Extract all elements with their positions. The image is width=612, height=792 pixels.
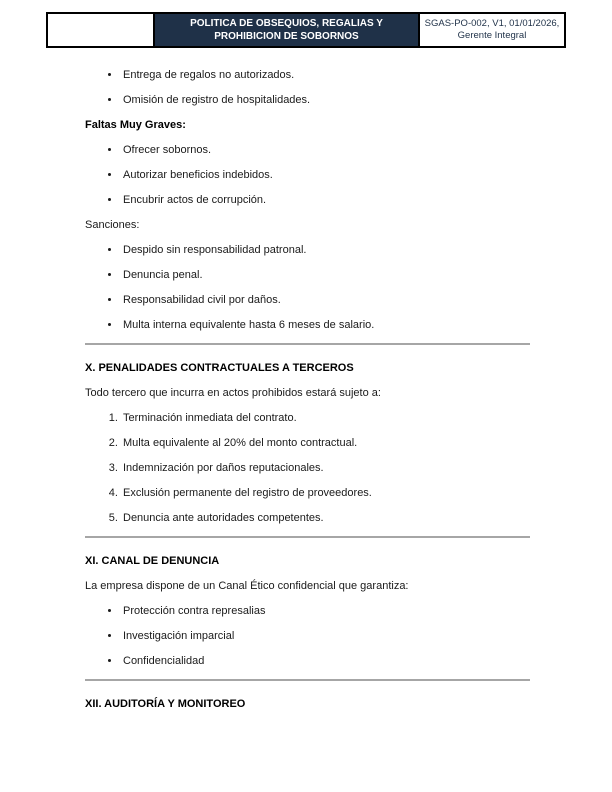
section-divider (85, 536, 530, 538)
document-title: POLITICA DE OBSEQUIOS, REGALIAS Y PROHIBICION DE SOBORNOS (155, 12, 420, 48)
sanciones-bullet-list (85, 243, 530, 332)
list-item: 5. Denuncia ante autoridades competentes. (121, 511, 530, 525)
list-item: • Encubrir actos de corrupción. (121, 193, 530, 207)
document-header-table (46, 12, 566, 48)
section-divider (85, 343, 530, 345)
intro-bullet-list (85, 68, 530, 107)
section-xi-heading: XI. CANAL DE DENUNCIA (85, 555, 220, 567)
list-item: • Entrega de regalos no autorizados. (121, 68, 530, 82)
list-item: • Multa interna equivalente hasta 6 meses de salario. (121, 318, 530, 332)
list-item: • Denuncia penal. (121, 268, 530, 282)
list-item: 4. Exclusión permanente del registro de proveedores. (121, 486, 530, 500)
list-item: • Responsabilidad civil por daños. (121, 293, 530, 307)
list-item: • Autorizar beneficios indebidos. (121, 168, 530, 182)
list-item: • Investigación imparcial (121, 629, 530, 643)
section-divider (85, 679, 530, 681)
document-body (85, 68, 530, 711)
list-item: • Despido sin responsabilidad patronal. (121, 243, 530, 257)
faltas-bullet-list (85, 143, 530, 207)
section-x-numbered-list (85, 411, 530, 525)
section-x-intro: Todo tercero que incurra en actos prohibidos estará sujeto a: (85, 387, 381, 399)
list-item: • Omisión de registro de hospitalidades. (121, 93, 530, 107)
faltas-muy-graves-label: Faltas Muy Graves: (85, 119, 186, 131)
document-code-cell (420, 12, 566, 48)
list-item: 2. Multa equivalente al 20% del monto contractual. (121, 436, 530, 450)
list-item: • Ofrecer sobornos. (121, 143, 530, 157)
section-xi-intro: La empresa dispone de un Canal Ético confidencial que garantiza: (85, 580, 409, 592)
section-x-heading: X. PENALIDADES CONTRACTUALES A TERCEROS (85, 362, 354, 374)
section-xii-heading: XII. AUDITORÍA Y MONITOREO (85, 698, 246, 710)
list-item: 1. Terminación inmediata del contrato. (121, 411, 530, 425)
sanciones-label: Sanciones: (85, 219, 140, 231)
document-code-line2: Gerente Integral (457, 30, 527, 41)
list-item: 3. Indemnización por daños reputacionales. (121, 461, 530, 475)
header-logo-cell (46, 12, 155, 48)
list-item: • Protección contra represalias (121, 604, 530, 618)
section-xi-bullet-list (85, 604, 530, 668)
list-item: • Confidencialidad (121, 654, 530, 668)
document-code-line1: SGAS-PO-002, V1, 01/01/2026, (424, 18, 560, 29)
